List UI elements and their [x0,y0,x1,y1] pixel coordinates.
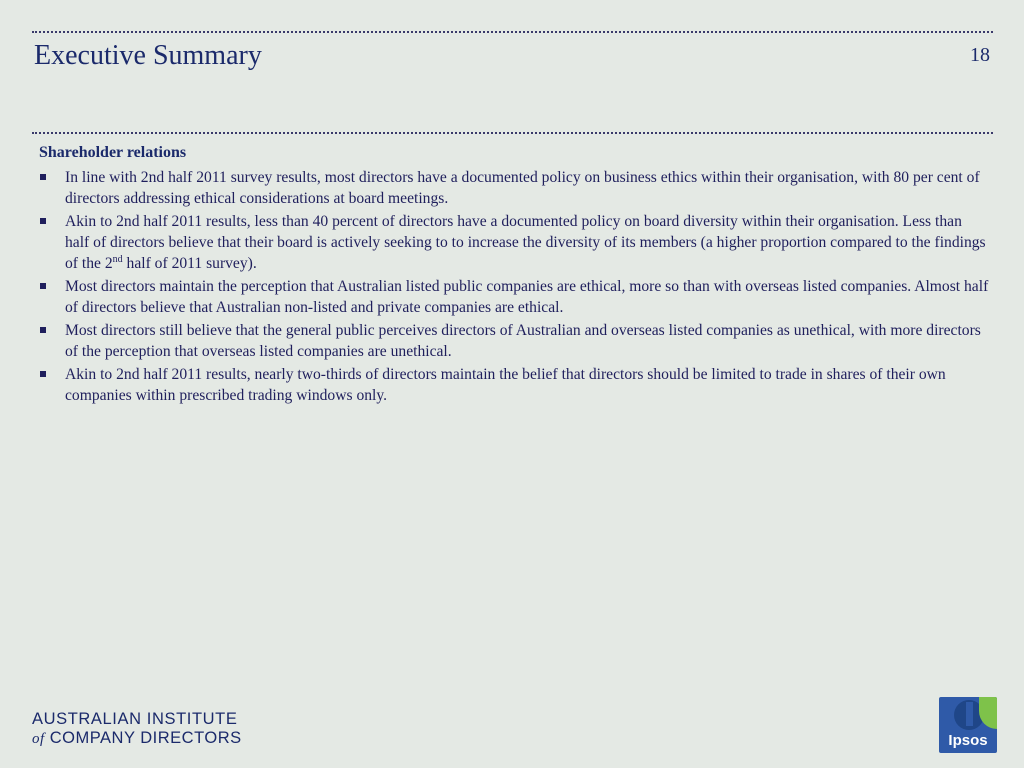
aicd-logo-line2 [32,729,242,749]
bullet-text: Most directors still believe that the general public perceives directors of Australian and overseas listed companies as unethical, with more directors of the perception that overseas listed companies are unethical. [65,322,981,360]
page-title: Executive Summary [34,40,262,71]
aicd-logo-of: of [32,731,45,747]
ipsos-arc-gap [966,702,973,726]
square-bullet-icon [40,327,46,333]
bullet-text: In line with 2nd half 2011 survey results, most directors have a documented policy on business ethics within their organisation, with 80 per cent of directors addressing ethical considerations at board meetings. [65,169,980,207]
content-body [39,143,989,408]
square-bullet-icon [40,218,46,224]
bullet-item [39,167,989,209]
header-divider [32,132,993,134]
bullet-text: Most directors maintain the perception that Australian listed public companies are ethical, more so than with overseas listed companies. Almost half of directors believe that Australian non-listed and private companies are ethical. [65,278,989,316]
square-bullet-icon [40,174,46,180]
page-number: 18 [970,44,990,66]
bullet-item [39,320,989,362]
bullet-text: Akin to 2nd half 2011 results, nearly two-thirds of directors maintain the belief that directors should be limited to trade in shares of their own companies within prescribed trading windows only. [65,366,946,404]
ipsos-logo [939,697,997,753]
aicd-logo [32,710,242,749]
bullet-item [39,211,989,274]
aicd-logo-line2-text: COMPANY DIRECTORS [49,729,242,747]
square-bullet-icon [40,283,46,289]
bullet-item [39,364,989,406]
top-divider [32,31,993,33]
bullet-list [39,167,989,406]
ipsos-swish-icon [979,697,997,729]
section-heading: Shareholder relations [39,144,187,161]
aicd-logo-line1: AUSTRALIAN INSTITUTE [32,710,238,728]
bullet-text: Akin to 2nd half 2011 results, less than 40 percent of directors have a documented policy on board diversity within their organisation. Less than half of directors believe that their board is actively seeking to to increase the diversity of its members (a higher proportion compared to the findings of the 2 [65,213,986,272]
ipsos-logo-text: Ipsos [948,732,988,749]
square-bullet-icon [40,371,46,377]
bullet-text-tail: half of 2011 survey). [122,255,257,272]
superscript: nd [112,253,123,265]
bullet-item [39,276,989,318]
